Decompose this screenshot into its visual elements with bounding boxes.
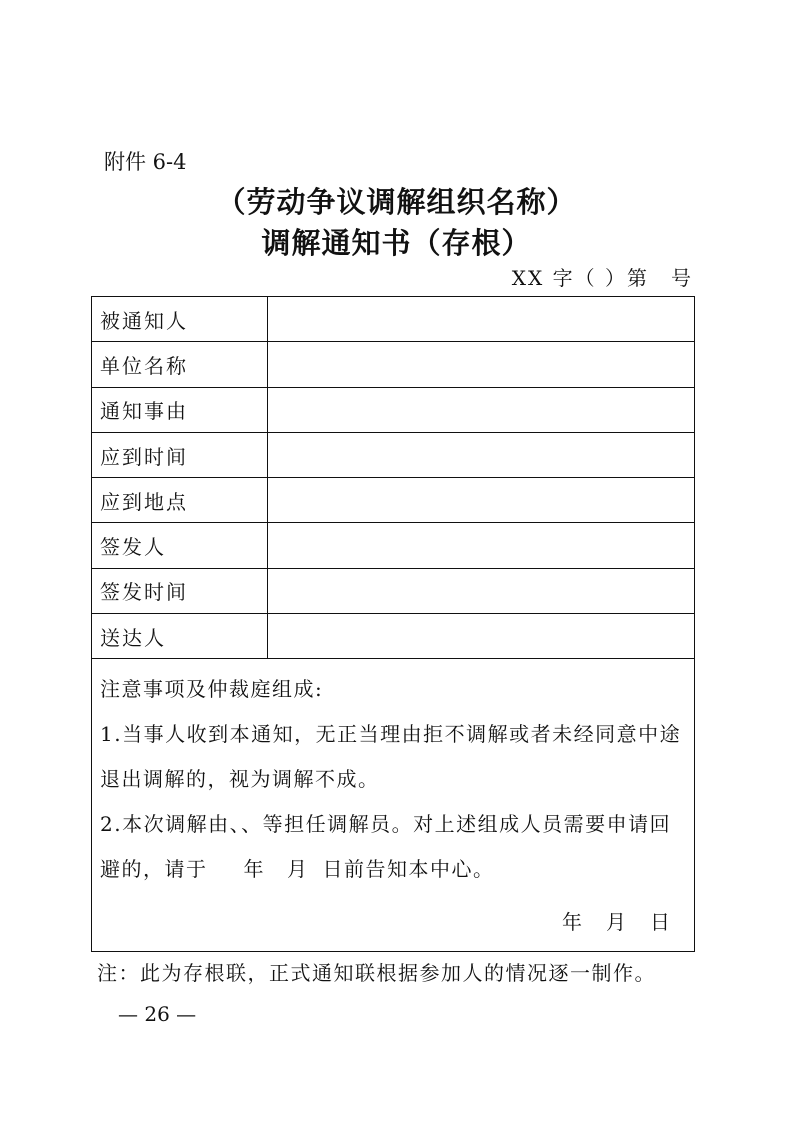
footnote: 注：此为存根联，正式通知联根据参加人的情况逐一制作。 (97, 961, 656, 985)
form-row-issuer (92, 523, 694, 568)
form-row-issue-time (92, 569, 694, 614)
form-value (268, 342, 694, 386)
notes-item-2-text: 2.本次调解由、、等担任调解员。对上述组成人员需要申请回避的，请于 (100, 812, 672, 882)
form-label: 应到时间 (92, 433, 268, 477)
form-value (268, 569, 694, 613)
organization-title: （劳动争议调解组织名称） (216, 185, 577, 219)
form-row-notified-person (92, 297, 694, 342)
form-label: 单位名称 (92, 342, 268, 386)
form-row-arrival-time (92, 433, 694, 478)
form-row-arrival-place (92, 478, 694, 523)
form-value (268, 388, 694, 432)
form-label: 送达人 (92, 614, 268, 658)
document-number: XX 字（ ）第 号 (511, 266, 693, 290)
form-value (268, 433, 694, 477)
form-value (268, 478, 694, 522)
form-label: 被通知人 (92, 297, 268, 341)
form-value (268, 523, 694, 567)
form-value (268, 297, 694, 341)
date-year: 年 (562, 910, 584, 935)
form-row-notice-reason (92, 388, 694, 433)
notes-item-2 (100, 802, 686, 892)
date-month: 月 (606, 910, 628, 935)
form-label: 签发人 (92, 523, 268, 567)
form-label: 应到地点 (92, 478, 268, 522)
notes-item-2-tail: 日前告知本中心。 (322, 857, 495, 882)
page-number: — 26 — (118, 1002, 197, 1026)
signature-date (562, 900, 672, 945)
notice-form-table (91, 296, 695, 952)
form-row-unit-name (92, 342, 694, 387)
attachment-label: 附件 6-4 (104, 150, 187, 174)
notes-item-1: 1.当事人收到本通知，无正当理由拒不调解或者未经同意中途退出调解的，视为调解不成。 (100, 722, 682, 792)
notes-section (92, 659, 694, 951)
form-row-deliverer (92, 614, 694, 659)
notes-heading: 注意事项及仲裁庭组成: (100, 677, 324, 702)
form-label: 签发时间 (92, 569, 268, 613)
document-title: 调解通知书（存根） (261, 226, 532, 260)
notes-month: 月 (287, 857, 309, 882)
date-day: 日 (650, 910, 672, 935)
form-value (268, 614, 694, 658)
notes-year: 年 (243, 857, 265, 882)
form-label: 通知事由 (92, 388, 268, 432)
